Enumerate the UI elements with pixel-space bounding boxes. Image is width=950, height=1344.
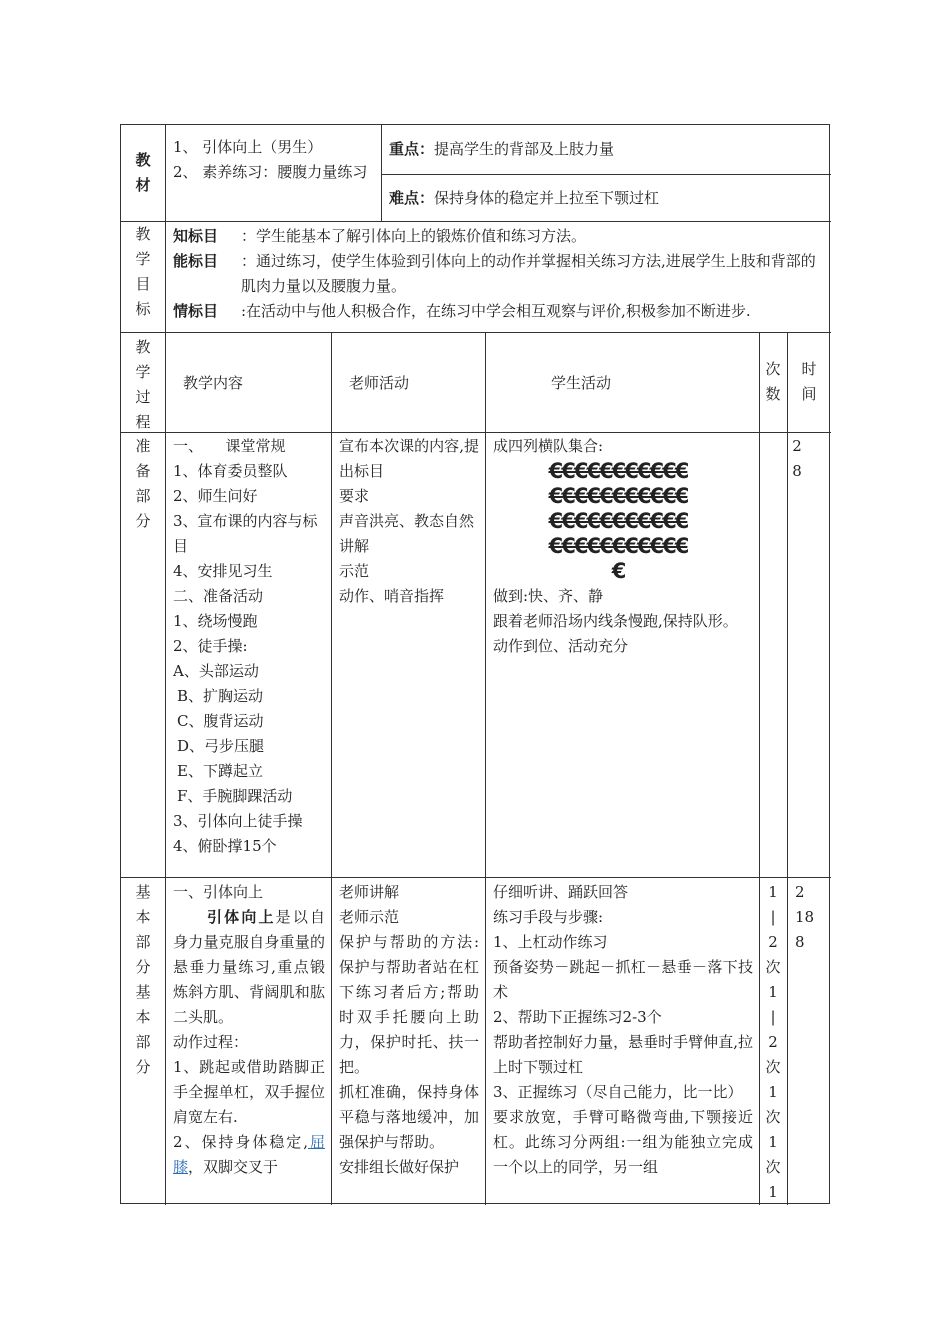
- formation-diagram: [493, 459, 743, 584]
- count-mark: 1: [768, 983, 778, 1001]
- prep-line: E、下蹲起立: [177, 762, 263, 780]
- prep-line: 2、师生问好: [173, 487, 258, 505]
- count-mark: 次: [765, 958, 781, 976]
- formation-row-4: €€€€€€€€€€€: [548, 534, 688, 558]
- basic-step2-post: ，双脚交叉于: [188, 1158, 279, 1176]
- goal-knowledge: [173, 224, 825, 249]
- count-mark: 次: [765, 1158, 781, 1176]
- basic-content-step2: [173, 1130, 325, 1180]
- col-divider-header: [381, 125, 382, 221]
- lesson-plan-table: [120, 124, 830, 1204]
- material-item-1: 1、 引体向上（男生）: [173, 138, 323, 156]
- count-mark: 1: [768, 1183, 778, 1201]
- count-mark: |: [770, 908, 776, 926]
- col-header-teacher: 老师活动: [349, 374, 410, 392]
- basic-teacher-line: 老师讲解: [339, 883, 400, 901]
- prep-time-digit: 8: [792, 462, 802, 480]
- process-label-cell: [121, 333, 165, 432]
- prep-teacher-line: 讲解: [339, 537, 370, 555]
- goal-emotion-text: :在活动中与他人积极合作，在练习中学会相互观察与评价,积极参加不断进步.: [241, 302, 751, 320]
- prep-student-line: 做到:快、齐、静: [493, 587, 604, 605]
- key-point-text: 提高学生的背部及上肢力量: [434, 140, 615, 158]
- prep-teacher-line: 示范: [339, 562, 370, 580]
- prep-teacher-line: 动作、哨音指挥: [339, 587, 445, 605]
- col-divider-label: [165, 125, 166, 1205]
- formation-row-1: €€€€€€€€€€€: [548, 459, 688, 483]
- difficulty-text: 保持身体的稳定并上拉至下颚过杠: [434, 189, 660, 207]
- basic-teacher: [339, 880, 479, 1180]
- row-divider-goals: [121, 332, 831, 333]
- key-point-cell: [389, 137, 829, 162]
- materials-label-cell: [121, 125, 165, 221]
- prep-line: 一、 课堂常规: [173, 437, 286, 455]
- basic-definition-text: 是以自身力量克服自身重量的悬垂力量练习,重点锻炼斜方肌、背阔肌和肱二头肌。: [173, 908, 325, 1026]
- prep-label: 准备部分: [135, 437, 151, 530]
- count-mark: 2: [768, 933, 778, 951]
- row-divider-key: [381, 174, 831, 175]
- basic-step2-pre: 2、保持身体稳定,: [173, 1133, 309, 1151]
- prep-student-intro: 成四列横队集合:: [493, 437, 604, 455]
- row-divider-prep: [121, 877, 831, 878]
- col-header-time: 时间: [801, 360, 817, 403]
- count-mark: 次: [765, 1108, 781, 1126]
- materials-label: 教材: [135, 151, 151, 194]
- basic-student: [493, 880, 753, 1180]
- prep-line: 4、安排见习生: [173, 562, 273, 580]
- count-mark: 1: [768, 883, 778, 901]
- basic-time: [793, 880, 823, 955]
- goals-label-cell: [121, 222, 165, 332]
- goal-ability-text: ：通过练习，使学生体验到引体向上的动作并掌握相关练习方法,进展学生上肢和背部的肌肉力量以及腰腹力量。: [241, 252, 816, 295]
- prep-line: A、头部运动: [173, 662, 259, 680]
- prep-teacher-line: 宣布本次课的内容,提出标目: [339, 437, 479, 480]
- basic-student-line: 仔细听讲、踊跃回答: [493, 883, 629, 901]
- goals-cell: [173, 224, 825, 324]
- prep-line: 二、准备活动: [173, 587, 264, 605]
- basic-student-line: 预备姿势－跳起－抓杠－悬垂－落下技术: [493, 958, 753, 1001]
- prep-student-line: 跟着老师沿场内线条慢跑,保持队形。: [493, 612, 738, 630]
- prep-line: F、手腕脚踝活动: [177, 787, 293, 805]
- difficulty-label: 难点：: [389, 189, 435, 207]
- prep-line: D、弓步压腿: [177, 737, 265, 755]
- basic-student-line: 2、帮助下正握练习2-3个: [493, 1008, 662, 1026]
- basic-definition-term: 引体向上: [207, 908, 276, 926]
- formation-row-3: €€€€€€€€€€€: [548, 509, 688, 533]
- goal-ability-label: 能标目: [173, 252, 219, 270]
- prep-line: 4、俯卧撑15个: [173, 837, 277, 855]
- count-mark: |: [770, 1008, 776, 1026]
- basic-content: [173, 880, 325, 1180]
- prep-line: 1、绕场慢跑: [173, 612, 258, 630]
- prep-content: [173, 434, 327, 859]
- count-mark: 2: [768, 1033, 778, 1051]
- prep-teacher-line: 声音洪亮、教态自然: [339, 512, 475, 530]
- row-divider-header: [121, 221, 831, 222]
- col-header-time-cell: [787, 357, 831, 407]
- goals-label: 教学目标: [135, 225, 151, 318]
- prep-line: B、扩胸运动: [177, 687, 264, 705]
- process-label: 教学过程: [135, 338, 151, 431]
- prep-line: 3、宣布课的内容与标目: [173, 512, 318, 555]
- col-header-count-cell: [759, 357, 787, 407]
- material-item-2: 2、 素养练习：腰腹力量练习: [173, 163, 368, 181]
- goal-emotion: [173, 299, 825, 324]
- basic-student-line: 练习手段与步骤:: [493, 908, 604, 926]
- count-mark: 1: [768, 1083, 778, 1101]
- basic-content-step1: 1、跳起或借助踏脚正手全握单杠，双手握位肩宽左右.: [173, 1058, 325, 1126]
- basic-content-title: 一、引体向上: [173, 883, 264, 901]
- key-point-label: 重点：: [389, 140, 435, 158]
- row-divider-process-header: [121, 432, 831, 433]
- count-mark: 次: [765, 1058, 781, 1076]
- prep-line: 2、徒手操:: [173, 637, 248, 655]
- basic-student-line: 要求放宽，手臂可略微弯曲,下颚接近杠。此练习分两组:一组为能独立完成一个以上的同学，另一组: [493, 1108, 753, 1176]
- prep-time-digit: 2: [792, 437, 802, 455]
- basic-content-definition: [173, 905, 325, 1030]
- prep-student-line: 动作到位、活动充分: [493, 637, 629, 655]
- col-header-content: 教学内容: [183, 374, 244, 392]
- prep-teacher: [339, 434, 479, 609]
- basic-student-line: 1、上杠动作练习: [493, 933, 608, 951]
- basic-count: [759, 880, 787, 1205]
- count-mark: 1: [768, 1133, 778, 1151]
- materials-cell: [173, 135, 373, 185]
- basic-label-cell: [121, 880, 165, 1080]
- formation-teacher: €: [611, 559, 625, 583]
- basic-content-process: 动作过程：: [173, 1033, 249, 1051]
- prep-label-cell: [121, 434, 165, 534]
- basic-label: 基本部分基本部分: [135, 883, 151, 1076]
- col-divider-content: [331, 332, 332, 1205]
- prep-line: 3、引体向上徒手操: [173, 812, 303, 830]
- knee-bend-link[interactable]: 屈膝: [173, 1133, 325, 1176]
- col-header-count: 次数: [765, 360, 781, 403]
- col-header-student: 学生活动: [551, 374, 612, 392]
- formation-row-2: €€€€€€€€€€€: [548, 484, 688, 508]
- prep-line: 1、体育委员整队: [173, 462, 288, 480]
- goal-emotion-label: 情标目: [173, 302, 219, 320]
- basic-time-digit: 8: [795, 933, 805, 951]
- prep-teacher-line: 要求: [339, 487, 370, 505]
- basic-time-digit: 2: [795, 883, 805, 901]
- prep-line: C、腹背运动: [177, 712, 264, 730]
- goal-knowledge-label: 知标目: [173, 227, 219, 245]
- difficulty-cell: [389, 186, 829, 211]
- prep-student: [493, 434, 753, 659]
- basic-teacher-line: 保护与帮助的方法:保护与帮助者站在杠下练习者后方;帮助时双手托腰向上助力，保护时托、扶一把。: [339, 933, 479, 1076]
- basic-teacher-line: 老师示范: [339, 908, 400, 926]
- basic-time-digit: 18: [795, 908, 815, 926]
- prep-time: [787, 434, 807, 484]
- basic-teacher-line: 安排组长做好保护: [339, 1158, 460, 1176]
- basic-student-line: 帮助者控制好力量，悬垂时手臂伸直,拉上时下颚过杠: [493, 1033, 753, 1076]
- goal-ability: [173, 249, 825, 299]
- basic-student-line: 3、正握练习（尽自己能力，比一比）: [493, 1083, 743, 1101]
- basic-teacher-line: 抓杠准确，保持身体平稳与落地缓冲，加强保护与帮助。: [339, 1083, 479, 1151]
- col-divider-teacher: [485, 332, 486, 1205]
- goal-knowledge-text: ：学生能基本了解引体向上的锻炼价值和练习方法。: [241, 227, 587, 245]
